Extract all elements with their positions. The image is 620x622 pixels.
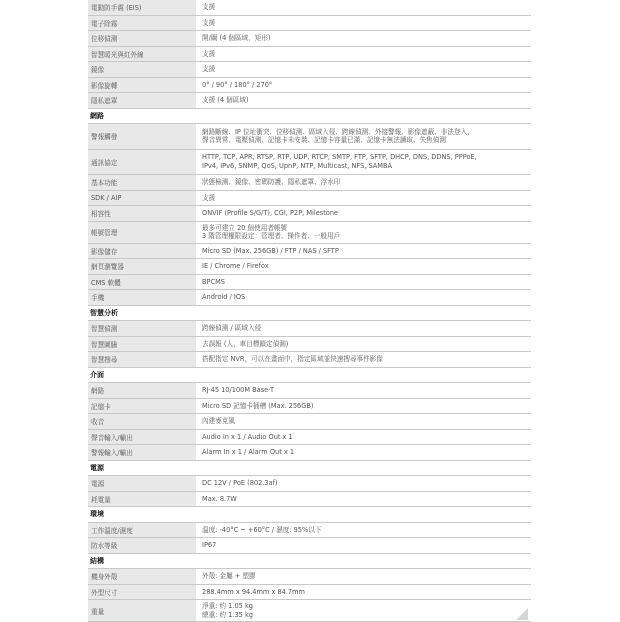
section-heading: 網路	[88, 109, 531, 125]
spec-value: BPCMS	[196, 278, 531, 286]
spec-row	[88, 492, 531, 508]
spec-label: 網頁瀏覽器	[88, 259, 196, 274]
spec-row	[88, 191, 531, 207]
spec-label: 警報觸發	[88, 124, 196, 149]
section-heading: 介面	[88, 368, 531, 384]
spec-label: 隱私遮罩	[88, 93, 196, 108]
spec-row	[88, 0, 531, 16]
spec-label: 重量	[88, 600, 196, 621]
spec-value: 網路斷線、IP 位址衝突、位移偵測、區域入侵、跨線偵測、外接警報、影像遮蔽、非法登入、 聲音異常、電壓偵測、記憶卡未安裝、記憶卡容量已滿、記憶卡無法讀取、失焦偵測	[196, 128, 531, 145]
spec-row	[88, 16, 531, 32]
spec-label: 智慧搜尋	[88, 352, 196, 367]
spec-label: 聲音輸入/輸出	[88, 430, 196, 445]
spec-value: Micro SD (Max. 256GB) / FTP / NAS / SFTP	[196, 247, 531, 255]
spec-label: 收音	[88, 414, 196, 429]
spec-label: 電源	[88, 476, 196, 491]
spec-row	[88, 275, 531, 291]
spec-table	[88, 0, 531, 622]
spec-label: 帳號管理	[88, 222, 196, 243]
spec-value: HTTP, TCP, APR, RTSP, RTP, UDP, RTCP, SMTP, FTP, SFTP, DHCP, DNS, DDNS, PPPoE, IPv4, IPv6, SNMP, QoS, UpnP, NTP, Multicast, NFS, SAMBA	[196, 153, 531, 170]
spec-value: 288.4mm x 94.4mm x 84.7mm	[196, 588, 531, 596]
spec-row	[88, 383, 531, 399]
spec-row	[88, 62, 531, 78]
spec-row	[88, 399, 531, 415]
spec-row	[88, 352, 531, 368]
spec-value: Android / IOS	[196, 293, 531, 301]
spec-row	[88, 585, 531, 601]
spec-label: 機身外殼	[88, 569, 196, 584]
spec-value: Max. 8.7W	[196, 495, 531, 503]
spec-value: 溫度: -40°C ~ +60°C / 濕度: 95%以下	[196, 526, 531, 534]
spec-label: 警報輸入/輸出	[88, 445, 196, 460]
spec-label: 影像旋轉	[88, 78, 196, 93]
spec-value: 外殼: 金屬 + 塑膠	[196, 572, 531, 580]
spec-label: 工作溫度/濕度	[88, 523, 196, 538]
section-heading: 結構	[88, 554, 531, 570]
spec-value: 跨線偵測 / 區域入侵	[196, 324, 531, 332]
spec-label: 影像儲存	[88, 244, 196, 259]
spec-value: 開/關 (4 個區域，矩形)	[196, 34, 531, 42]
spec-value: 內建麥克風	[196, 417, 531, 425]
spec-value: 支援	[196, 50, 531, 58]
spec-row	[88, 124, 531, 150]
section-heading: 環境	[88, 507, 531, 523]
spec-value: 搭配指定 NVR，可以在畫面中，指定區域並快速搜尋事件影像	[196, 355, 531, 363]
spec-label: 基本功能	[88, 175, 196, 190]
spec-value: Alarm In x 1 / Alarm Out x 1	[196, 448, 531, 456]
spec-value: 淨重: 約 1.05 kg 總重: 約 1.35 kg	[196, 602, 531, 619]
section-heading: 智慧分析	[88, 306, 531, 322]
spec-label: SDK / AIP	[88, 191, 196, 206]
spec-row	[88, 259, 531, 275]
spec-label: 智慧偵測	[88, 321, 196, 336]
spec-value: Micro SD 記憶卡插槽 (Max. 256GB)	[196, 402, 531, 410]
spec-row	[88, 321, 531, 337]
spec-label: 外型尺寸	[88, 585, 196, 600]
spec-row	[88, 476, 531, 492]
spec-value: 支援 (4 個區域)	[196, 96, 531, 104]
spec-value: 支援	[196, 3, 531, 11]
spec-row	[88, 47, 531, 63]
spec-value: 去誤報 (人、車目標鎖定偵測)	[196, 340, 531, 348]
spec-row	[88, 150, 531, 176]
spec-label: 通訊協定	[88, 150, 196, 175]
spec-label: 智慧圖騰	[88, 337, 196, 352]
spec-row	[88, 445, 531, 461]
spec-label: 網路	[88, 383, 196, 398]
spec-value: 狀態檢測、鏡像、密碼防護、隱私遮罩、浮水印	[196, 178, 531, 186]
spec-row	[88, 78, 531, 94]
spec-row	[88, 337, 531, 353]
spec-value: 最多可建立 20 個使用者帳號 3 階管理權限設定：管理者、操作者、一般用戶	[196, 224, 531, 241]
spec-row	[88, 523, 531, 539]
spec-row	[88, 290, 531, 306]
spec-row	[88, 244, 531, 260]
spec-row	[88, 600, 531, 622]
spec-row	[88, 222, 531, 244]
spec-label: 鏡像	[88, 62, 196, 77]
spec-label: 耗電量	[88, 492, 196, 507]
spec-value: 支援	[196, 65, 531, 73]
spec-value: Audio In x 1 / Audio Out x 1	[196, 433, 531, 441]
section-heading: 電源	[88, 461, 531, 477]
spec-label: 電動防手震 (EIS)	[88, 0, 196, 15]
spec-label: 智慧暖光與紅外線	[88, 47, 196, 62]
spec-row	[88, 430, 531, 446]
spec-value: DC 12V / PoE (802.3af)	[196, 479, 531, 487]
spec-label: 位移偵測	[88, 31, 196, 46]
spec-row	[88, 175, 531, 191]
spec-value: 支援	[196, 194, 531, 202]
spec-label: 記憶卡	[88, 399, 196, 414]
spec-label: 相容性	[88, 206, 196, 221]
spec-label: 防水等級	[88, 538, 196, 553]
spec-row	[88, 93, 531, 109]
spec-value: 0° / 90° / 180° / 270°	[196, 81, 531, 89]
spec-label: 電子除霧	[88, 16, 196, 31]
spec-row	[88, 569, 531, 585]
spec-value: RJ-45 10/100M Base-T	[196, 386, 531, 394]
spec-row	[88, 538, 531, 554]
spec-value: ONVIF (Profile S/G/T), CGI, P2P, Milestone	[196, 209, 531, 217]
spec-value: IE / Chrome / Firefox	[196, 262, 531, 270]
spec-value: IP67	[196, 541, 531, 549]
spec-label: CMS 軟體	[88, 275, 196, 290]
page-corner-decoration	[516, 608, 528, 620]
spec-row	[88, 31, 531, 47]
spec-row	[88, 414, 531, 430]
spec-label: 手機	[88, 290, 196, 305]
spec-row	[88, 206, 531, 222]
spec-value: 支援	[196, 19, 531, 27]
